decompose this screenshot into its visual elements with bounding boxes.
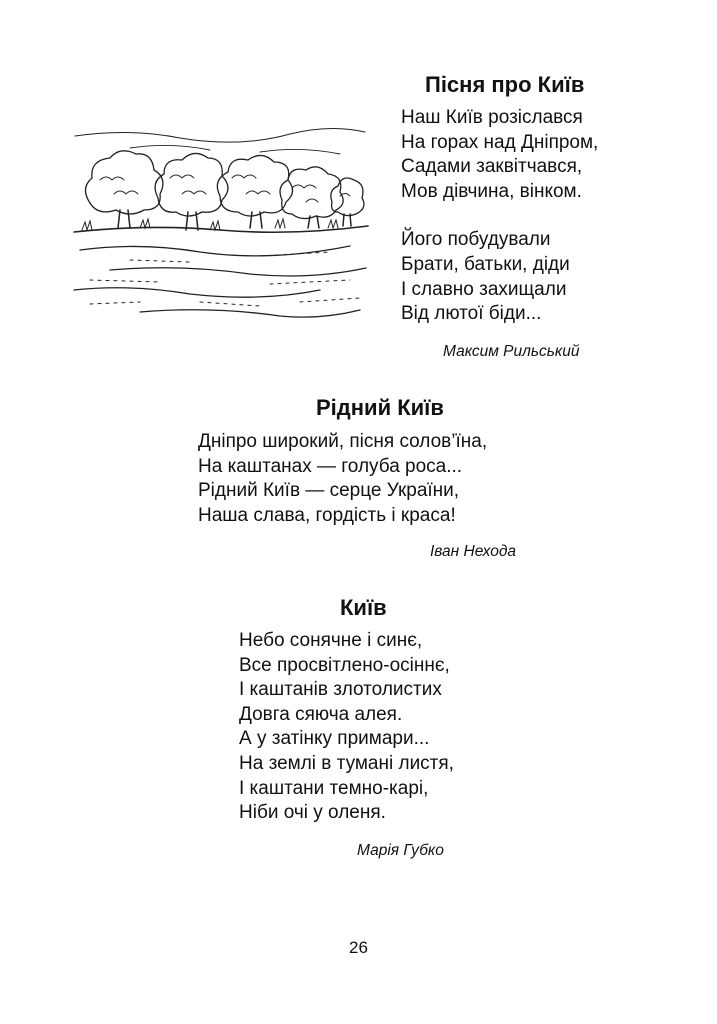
poem-3-author: Марія Губко [357,842,444,859]
poem-line: А у затінку примари... [239,728,430,750]
poem-2-stanza-1 [198,430,487,528]
poem-1-stanza-1 [401,106,598,204]
river-trees-illustration [70,118,370,328]
page-number: 26 [349,938,368,957]
poem-3 [239,595,454,826]
poem-2 [198,395,487,528]
poem-line: Ніби очі у оленя. [239,802,386,824]
poem-1-stanza-2 [401,228,598,326]
poem-line: На горах над Дніпром, [401,131,599,153]
poem-line: І каштани темно-карі, [239,777,429,799]
poem-line: І славно захищали [401,278,567,300]
poem-1-author: Максим Рильський [443,343,580,360]
stanza-gap [401,204,598,228]
poem-line: Довга сяюча алея. [239,703,403,725]
poem-line: На каштанах — голуба роса... [198,455,463,477]
poem-2-author: Іван Нехода [430,543,517,560]
poem-1-title: Пісня про Київ [425,72,585,97]
poem-line: Садами заквітчався, [401,156,583,178]
poem-3-title: Київ [340,595,387,620]
poem-line: Наш Київ розіслався [401,107,583,128]
poem-line: На землі в тумані листя, [239,752,454,774]
poem-1 [401,72,598,327]
poem-3-stanza-1 [239,629,454,826]
poem-line: Брати, батьки, діди [401,253,570,275]
poem-line: Небо сонячне і синє, [239,630,423,651]
poem-line: Все просвітлено-осіннє, [239,654,450,676]
poem-line: І каштанів злотолистих [239,679,442,701]
poem-line: Наша слава, гордість і краса! [198,504,456,526]
poem-line: Мов дівчина, вінком. [401,180,582,202]
poem-2-title: Рідний Київ [316,395,444,420]
poem-line: Рідний Київ — серце України, [198,480,460,502]
poem-line: Його побудували [401,229,551,251]
poem-line: Від лютої біди... [401,303,542,325]
poem-line: Дніпро широкий, пісня солов’їна, [198,431,488,452]
